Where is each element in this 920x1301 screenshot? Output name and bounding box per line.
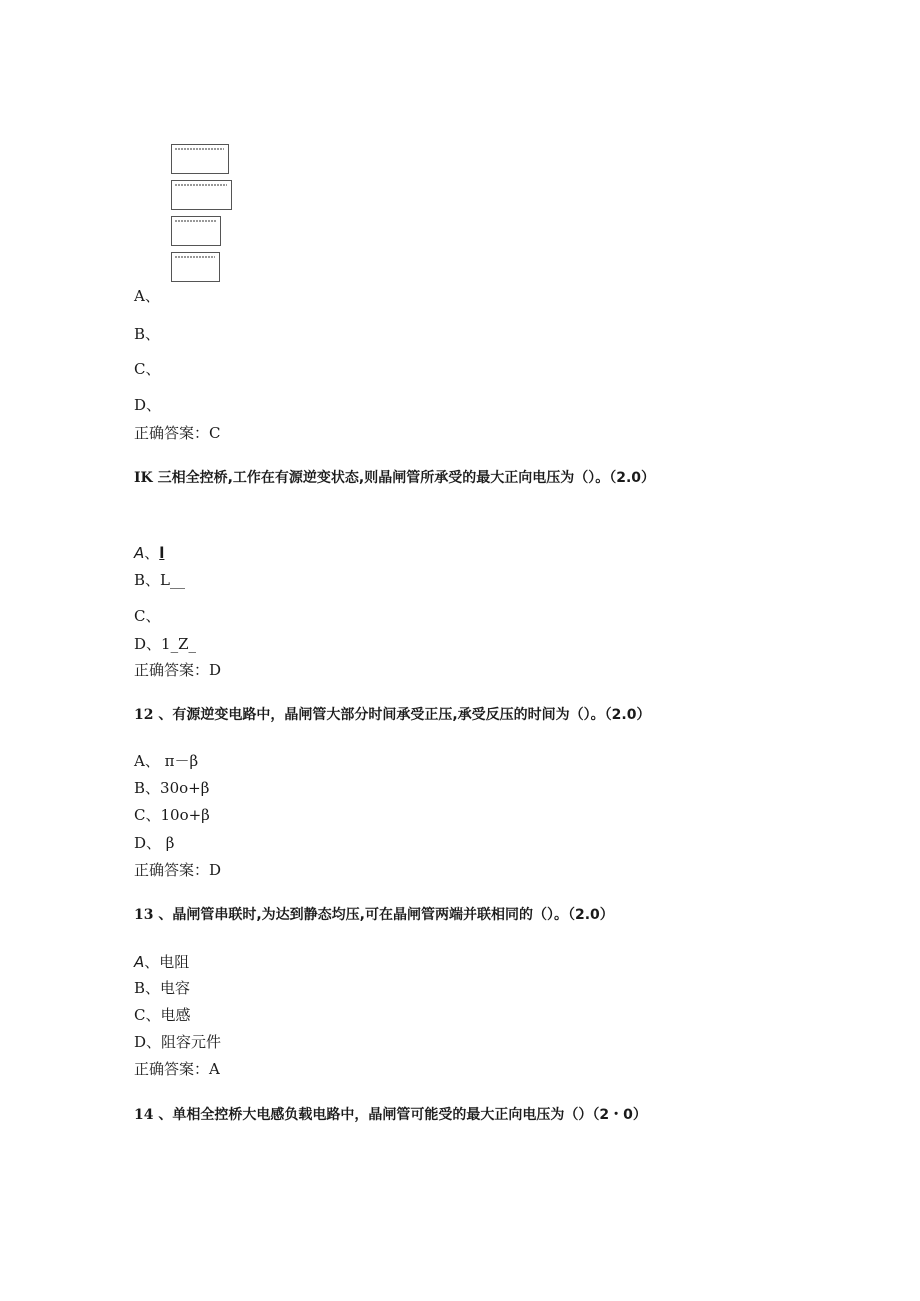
option-c: C、10o+β	[134, 806, 210, 824]
option-letter: A	[134, 953, 145, 971]
option-image-c	[171, 216, 221, 246]
option-image-b	[171, 180, 232, 210]
question-text: 、单相全控桥大电感负载电路中，晶闸管可能受的最大正向电压为（）（2・0）	[158, 1107, 647, 1123]
question-number: 12	[134, 707, 154, 723]
question-13	[134, 908, 614, 922]
option-a	[134, 955, 189, 970]
question-number: 13	[134, 907, 154, 923]
option-image-a	[171, 144, 229, 174]
option-c: C、	[134, 360, 161, 378]
option-letter: A	[134, 544, 145, 562]
option-b: B、	[134, 325, 161, 343]
question-number: 14	[134, 1107, 154, 1123]
correct-answer: 正确答案：D	[134, 861, 222, 879]
question-text: 、晶闸管串联时,为达到静态均压,可在晶闸管两端并联相同的（）。（2.0）	[158, 907, 614, 923]
correct-answer: 正确答案：A	[134, 1060, 220, 1078]
option-text: 、电阻	[144, 953, 190, 971]
option-c: C、电感	[134, 1006, 191, 1024]
option-b: B、L__	[134, 571, 185, 589]
option-b: B、电容	[134, 979, 191, 997]
option-c: C、	[134, 607, 161, 625]
option-separator: 、	[144, 544, 160, 562]
correct-answer: 正确答案：C	[134, 424, 221, 442]
question-14	[134, 1108, 647, 1122]
correct-answer: 正确答案：D	[134, 661, 222, 679]
option-d: D、	[134, 396, 162, 414]
question-12	[134, 708, 650, 722]
option-d: D、 β	[134, 834, 175, 852]
option-image-d	[171, 252, 220, 282]
option-a: A、	[134, 287, 160, 305]
option-b: B、30o+β	[134, 779, 210, 797]
question-text: 、有源逆变电路中，晶闸管大部分时间承受正压,承受反压的时间为（）。（2.0）	[158, 707, 651, 723]
option-a	[134, 546, 164, 561]
question-number: IK	[134, 470, 153, 486]
option-value: l	[159, 544, 165, 562]
option-d: D、阻容元件	[134, 1033, 222, 1051]
option-a: A、 π－β	[134, 752, 199, 770]
option-d: D、1_Z_	[134, 635, 196, 653]
question-11	[134, 471, 655, 485]
question-text: 三相全控桥,工作在有源逆变状态,则晶闸管所承受的最大正向电压为（）。（2.0）	[157, 470, 656, 486]
